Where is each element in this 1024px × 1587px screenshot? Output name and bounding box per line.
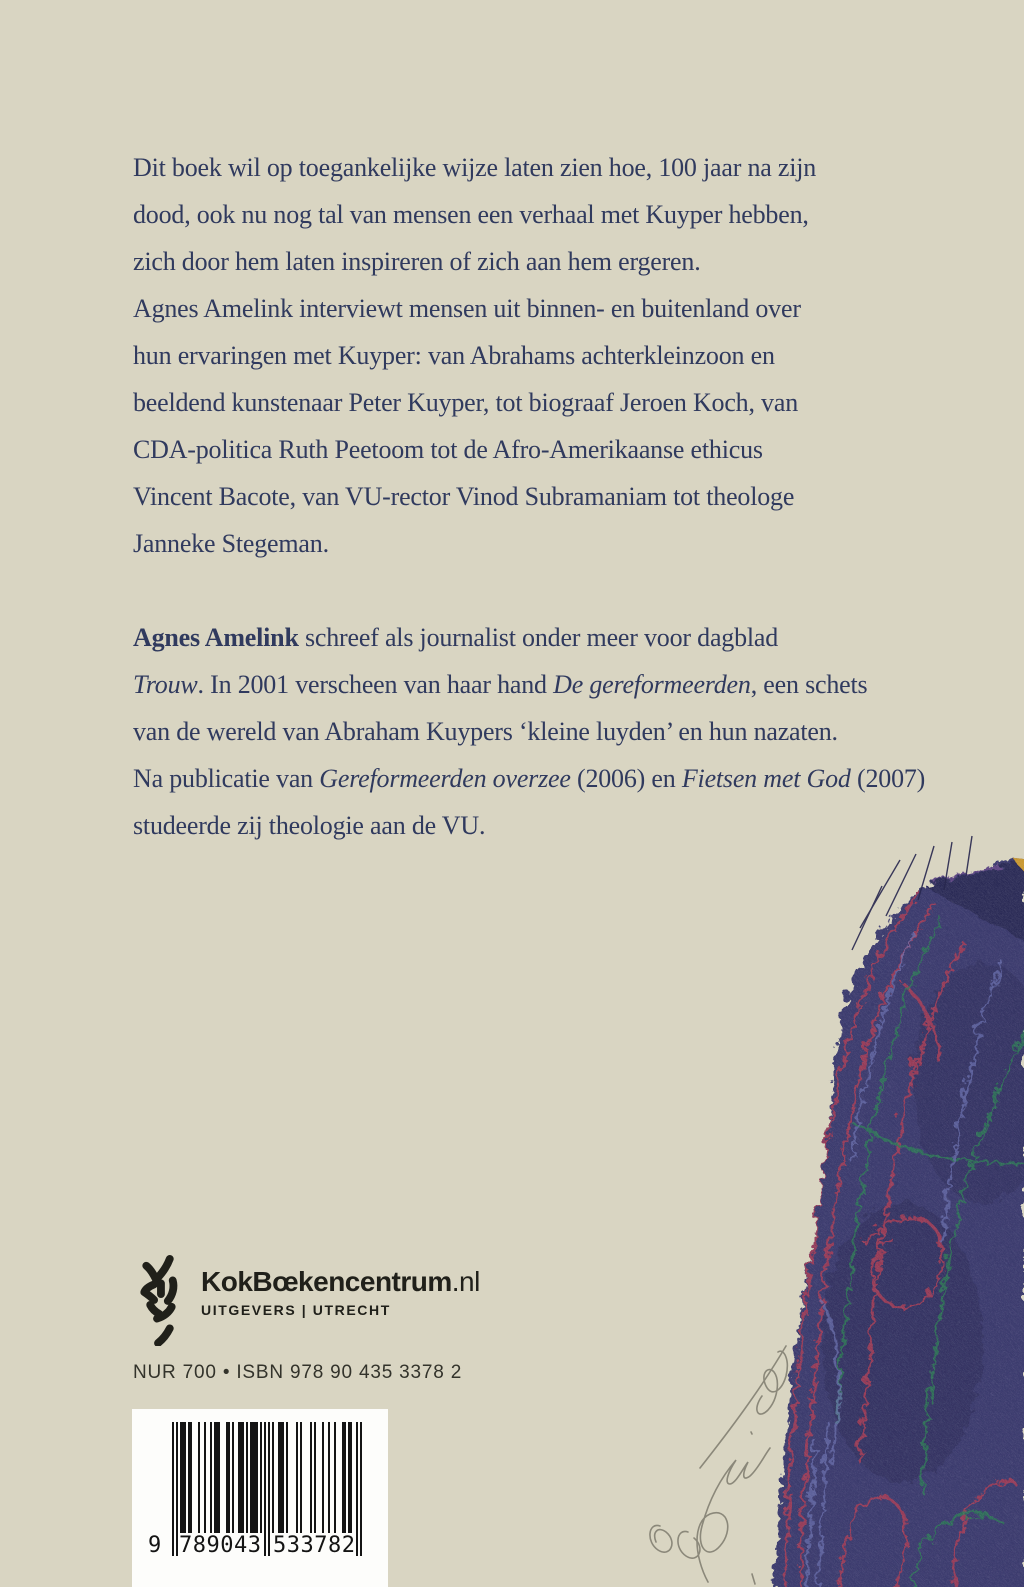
publisher-tld: .nl xyxy=(451,1266,480,1297)
pencil-drawing-mass xyxy=(740,836,1024,1587)
publisher-logo xyxy=(133,1254,480,1346)
barcode-prefix: 9 xyxy=(148,1533,162,1558)
barcode-group2: 533782 xyxy=(273,1533,356,1558)
text-line: van de wereld van Abraham Kuypers ‘kleine luyden’ en hun nazaten. xyxy=(133,717,838,746)
artist-signature xyxy=(650,1346,787,1584)
text-line: hun ervaringen met Kuyper: van Abrahams achterkleinzoon en xyxy=(133,341,775,370)
publisher-tagline: UITGEVERS | UTRECHT xyxy=(201,1302,391,1318)
publisher-name: KokBœkencentrum.nl xyxy=(201,1266,480,1297)
text-line: Dit boek wil op toegankelijke wijze laten zien hoe, 100 jaar na zijn xyxy=(133,153,817,182)
nur-isbn-line: NUR 700 • ISBN 978 90 435 3378 2 xyxy=(133,1362,463,1383)
text-line: studeerde zij theologie aan de VU. xyxy=(133,811,486,840)
text-line: dood, ook nu nog tal van mensen een verhaal met Kuyper hebben, xyxy=(133,200,809,229)
text-line: zich door hem laten inspireren of zich aan hem ergeren. xyxy=(133,247,701,276)
text-line: CDA-politica Ruth Peetoom tot de Afro-Amerikaanse ethicus xyxy=(133,435,763,464)
text-line: Agnes Amelink schreef als journalist onder meer voor dagblad xyxy=(133,623,779,652)
barcode-group1: 789043 xyxy=(179,1533,262,1558)
barcode-digits xyxy=(132,1533,388,1563)
text-line: Trouw. In 2001 verscheen van haar hand De gereformeerden, een schets xyxy=(133,670,868,699)
barcode-panel xyxy=(132,1409,388,1587)
text-line: beeldend kunstenaar Peter Kuyper, tot biograaf Jeroen Koch, van xyxy=(133,388,798,417)
author-bio-paragraph xyxy=(133,614,926,849)
text-line: Na publicatie van Gereformeerden overzee (2006) en Fietsen met God (2007) xyxy=(133,764,926,793)
text-line: Vincent Bacote, van VU-rector Vinod Subramaniam tot theologe xyxy=(133,482,795,511)
blurb-paragraph xyxy=(133,144,913,567)
publisher-logo-text xyxy=(201,1254,480,1318)
text-line: Agnes Amelink interviewt mensen uit binnen- en buitenland over xyxy=(133,294,801,323)
text-line: Janneke Stegeman. xyxy=(133,529,329,558)
cover-text xyxy=(133,144,926,849)
cover-illustration xyxy=(600,820,1024,1587)
publisher-logo-icon xyxy=(133,1254,185,1346)
